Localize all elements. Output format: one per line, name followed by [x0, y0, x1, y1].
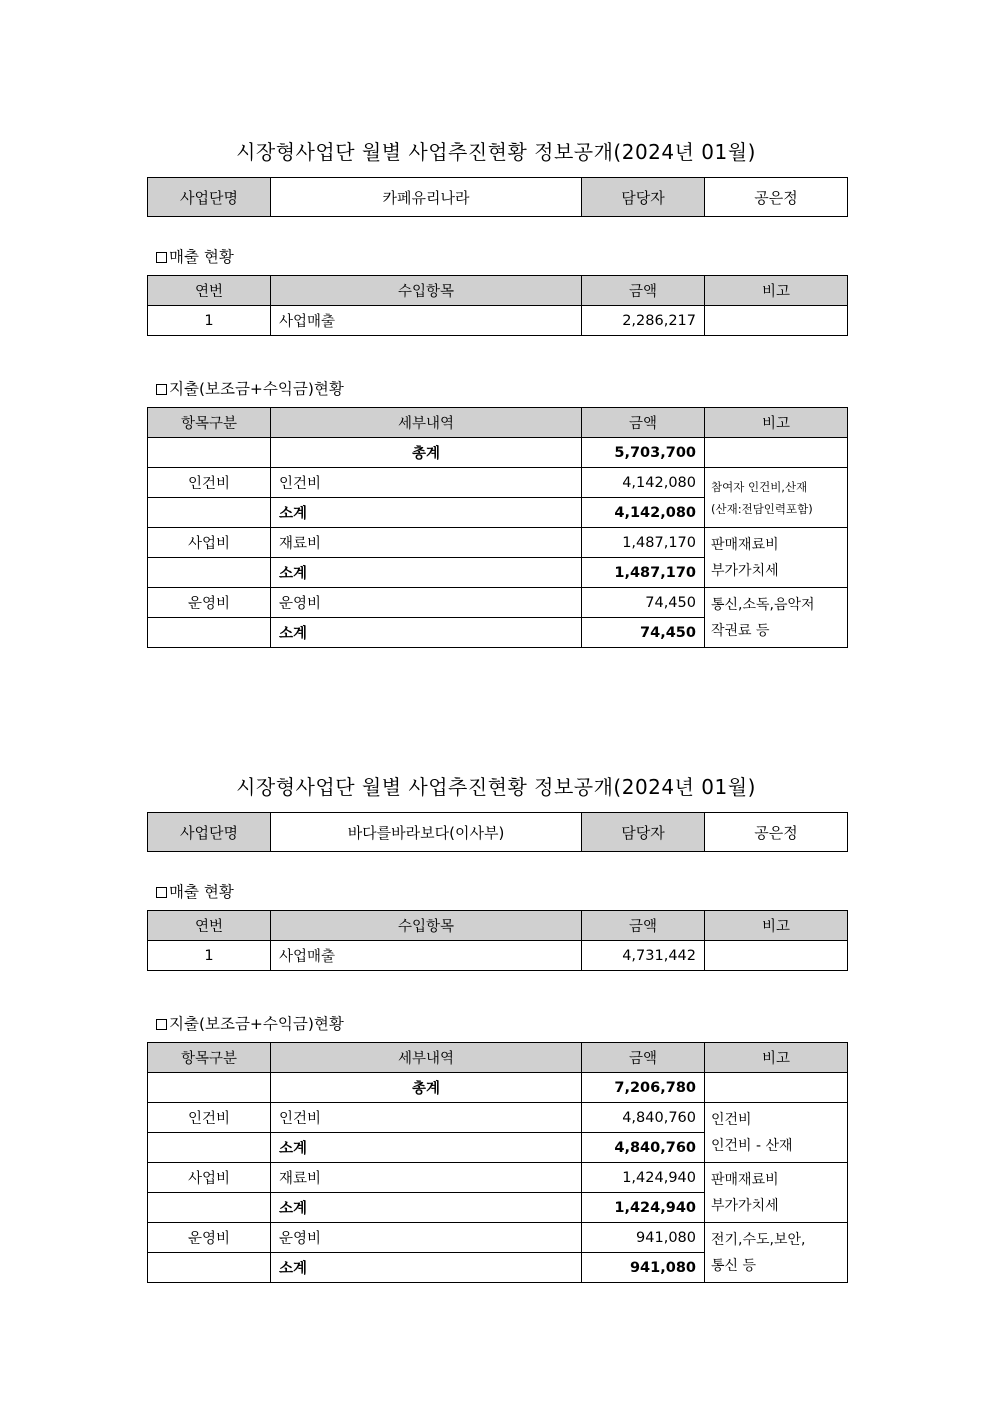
table-header-row [148, 1043, 848, 1073]
sales-amount: 4,731,442 [582, 941, 705, 971]
subtotal-amount: 74,450 [582, 618, 705, 648]
table-row [148, 306, 848, 336]
sales-heading [156, 883, 234, 901]
total-label: 총계 [271, 438, 582, 468]
manager-name: 공은정 [705, 178, 848, 217]
total-label: 총계 [271, 1073, 582, 1103]
detail-cell: 운영비 [271, 588, 582, 618]
sales-heading-text: 매출 현황 [169, 883, 234, 901]
sales-heading [156, 248, 234, 266]
category-cell: 사업비 [148, 1163, 271, 1193]
note-cell [705, 528, 848, 588]
subtotal-label: 소계 [271, 618, 582, 648]
checkbox-square-icon [156, 252, 167, 263]
sales-no: 1 [148, 306, 271, 336]
amount-cell: 4,840,760 [582, 1103, 705, 1133]
sales-heading-text: 매출 현황 [169, 248, 234, 266]
header-no: 연번 [148, 276, 271, 306]
sales-note [705, 306, 848, 336]
team-name: 바다를바라보다(이사부) [271, 813, 582, 852]
subtotal-amount: 1,424,940 [582, 1193, 705, 1223]
sales-table [147, 275, 848, 336]
expense-heading [156, 1015, 344, 1033]
note-line: (산재:전담인력포함) [711, 501, 813, 516]
header-amount: 금액 [582, 911, 705, 941]
subtotal-label: 소계 [271, 1253, 582, 1283]
total-note [705, 1073, 848, 1103]
header-amount: 금액 [582, 1043, 705, 1073]
table-header-row [148, 276, 848, 306]
amount-cell: 1,487,170 [582, 528, 705, 558]
manager-label: 담당자 [582, 178, 705, 217]
total-row [148, 438, 848, 468]
detail-cell: 운영비 [271, 1223, 582, 1253]
total-category [148, 438, 271, 468]
note-cell [705, 1223, 848, 1283]
note-cell [705, 1163, 848, 1223]
expense-heading-text: 지출(보조금+수익금)현황 [169, 380, 344, 398]
sales-note [705, 941, 848, 971]
subtotal-amount: 1,487,170 [582, 558, 705, 588]
note-line: 참여자 인건비,산재 [711, 479, 808, 494]
note-cell [705, 1103, 848, 1163]
total-note [705, 438, 848, 468]
checkbox-square-icon [156, 887, 167, 898]
amount-cell: 74,450 [582, 588, 705, 618]
empty-cell [148, 1253, 271, 1283]
detail-cell: 재료비 [271, 528, 582, 558]
note-cell [705, 468, 848, 528]
business-info-table [147, 812, 848, 852]
note-line: 전기,수도,보안, [711, 1231, 806, 1248]
category-cell: 운영비 [148, 1223, 271, 1253]
category-cell: 사업비 [148, 528, 271, 558]
total-amount: 7,206,780 [582, 1073, 705, 1103]
amount-cell: 4,142,080 [582, 468, 705, 498]
header-detail: 세부내역 [271, 1043, 582, 1073]
note-line: 통신,소독,음악저 [711, 596, 815, 613]
note-line: 판매재료비 [711, 1171, 779, 1188]
sales-item: 사업매출 [271, 306, 582, 336]
subtotal-label: 소계 [271, 1193, 582, 1223]
sales-no: 1 [148, 941, 271, 971]
header-detail: 세부내역 [271, 408, 582, 438]
table-row [148, 528, 848, 558]
detail-cell: 인건비 [271, 468, 582, 498]
table-row [148, 1163, 848, 1193]
empty-cell [148, 1193, 271, 1223]
note-line: 통신 등 [711, 1257, 757, 1274]
team-label: 사업단명 [148, 178, 271, 217]
subtotal-amount: 941,080 [582, 1253, 705, 1283]
amount-cell: 941,080 [582, 1223, 705, 1253]
header-note: 비고 [705, 1043, 848, 1073]
checkbox-square-icon [156, 384, 167, 395]
header-category: 항목구분 [148, 1043, 271, 1073]
subtotal-amount: 4,142,080 [582, 498, 705, 528]
header-amount: 금액 [582, 408, 705, 438]
table-row [148, 941, 848, 971]
category-cell: 인건비 [148, 1103, 271, 1133]
checkbox-square-icon [156, 1019, 167, 1030]
header-note: 비고 [705, 408, 848, 438]
sales-table [147, 910, 848, 971]
expense-heading-text: 지출(보조금+수익금)현황 [169, 1015, 344, 1033]
sales-item: 사업매출 [271, 941, 582, 971]
sales-amount: 2,286,217 [582, 306, 705, 336]
table-row [148, 588, 848, 618]
table-row [148, 1223, 848, 1253]
empty-cell [148, 558, 271, 588]
detail-cell: 인건비 [271, 1103, 582, 1133]
amount-cell: 1,424,940 [582, 1163, 705, 1193]
subtotal-label: 소계 [271, 498, 582, 528]
table-row [148, 468, 848, 498]
report-title: 시장형사업단 월별 사업추진현황 정보공개(2024년 01월) [236, 140, 756, 164]
subtotal-amount: 4,840,760 [582, 1133, 705, 1163]
subtotal-label: 소계 [271, 1133, 582, 1163]
total-category [148, 1073, 271, 1103]
note-line: 인건비 - 산재 [711, 1137, 793, 1154]
empty-cell [148, 1133, 271, 1163]
empty-cell [148, 498, 271, 528]
total-row [148, 1073, 848, 1103]
header-income-item: 수입항목 [271, 276, 582, 306]
note-line: 인건비 [711, 1111, 752, 1128]
note-line: 부가가치세 [711, 1197, 779, 1214]
note-line: 판매재료비 [711, 536, 779, 553]
total-amount: 5,703,700 [582, 438, 705, 468]
table-row [148, 1103, 848, 1133]
note-line: 작권료 등 [711, 622, 770, 639]
expense-table [147, 1042, 848, 1283]
header-no: 연번 [148, 911, 271, 941]
manager-name: 공은정 [705, 813, 848, 852]
note-cell [705, 588, 848, 648]
business-info-row [148, 178, 848, 217]
team-name: 카페유리나라 [271, 178, 582, 217]
business-info-table [147, 177, 848, 217]
subtotal-label: 소계 [271, 558, 582, 588]
expense-table [147, 407, 848, 648]
table-header-row [148, 911, 848, 941]
header-income-item: 수입항목 [271, 911, 582, 941]
detail-cell: 재료비 [271, 1163, 582, 1193]
empty-cell [148, 618, 271, 648]
business-info-row [148, 813, 848, 852]
header-category: 항목구분 [148, 408, 271, 438]
header-amount: 금액 [582, 276, 705, 306]
category-cell: 인건비 [148, 468, 271, 498]
team-label: 사업단명 [148, 813, 271, 852]
expense-heading [156, 380, 344, 398]
note-line: 부가가치세 [711, 562, 779, 579]
category-cell: 운영비 [148, 588, 271, 618]
report-title: 시장형사업단 월별 사업추진현황 정보공개(2024년 01월) [236, 775, 756, 799]
manager-label: 담당자 [582, 813, 705, 852]
header-note: 비고 [705, 911, 848, 941]
header-note: 비고 [705, 276, 848, 306]
table-header-row [148, 408, 848, 438]
